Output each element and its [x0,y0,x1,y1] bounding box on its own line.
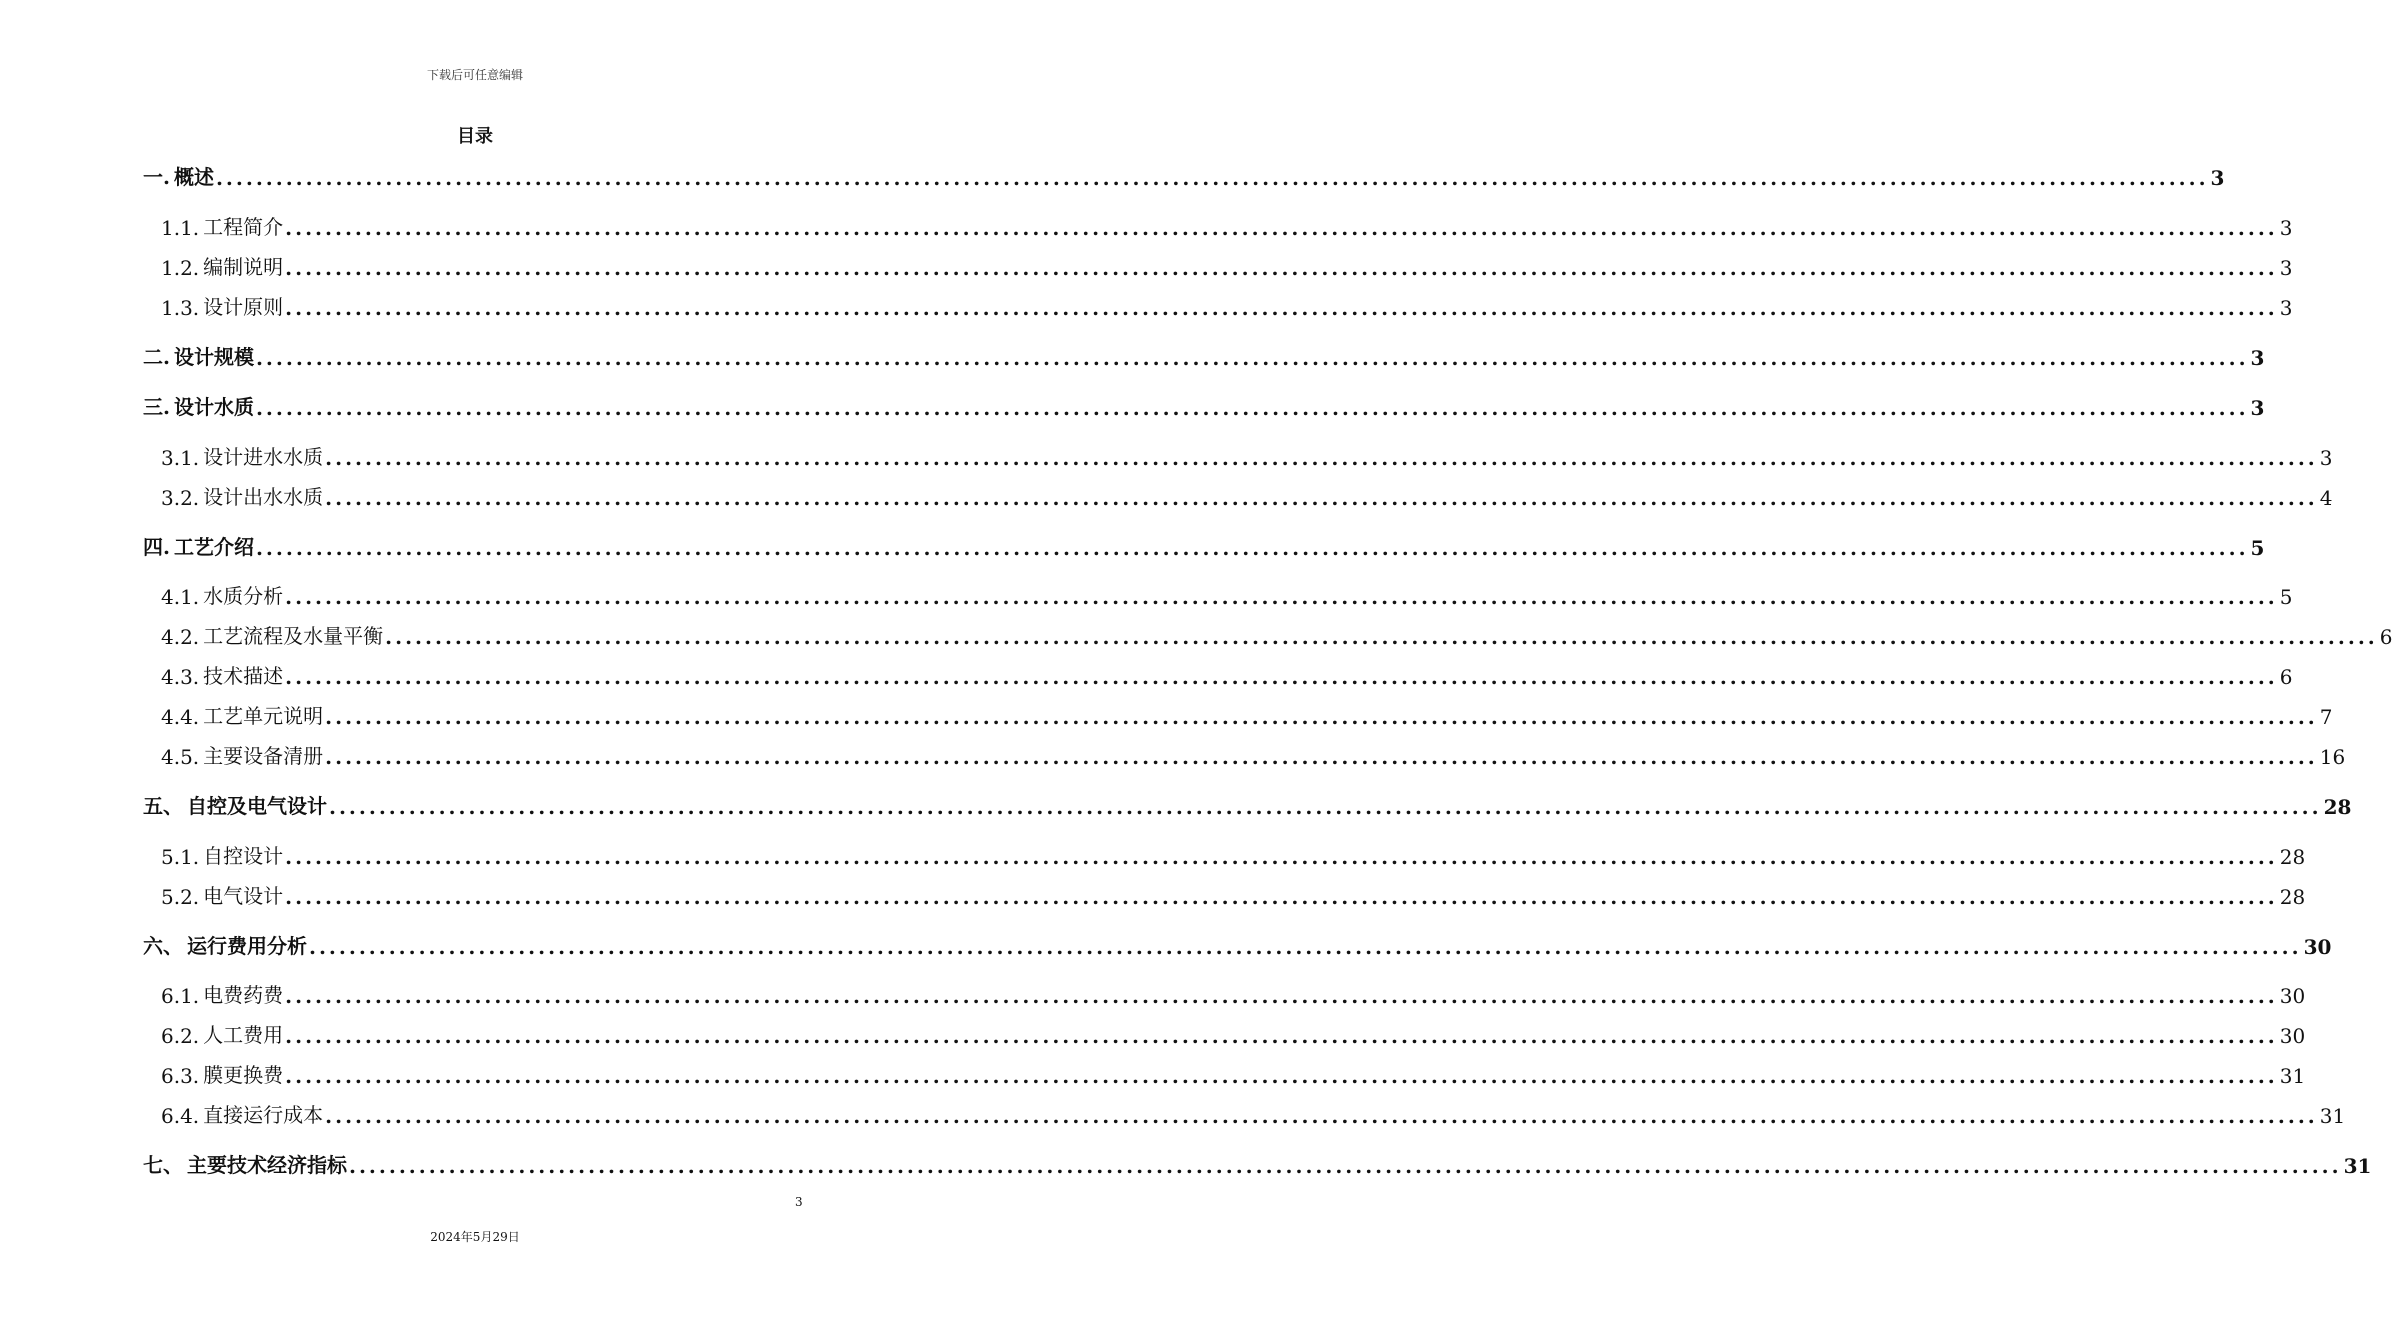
toc-leader-dots: ........................................................................................................................................................................................................ [285,665,2278,689]
toc-entry-label: 设计水质 [173,395,254,419]
toc-leader-dots: ........................................................................................................................................................................................................ [309,935,2302,959]
toc-entry-label: 直接运行成本 [203,1103,324,1127]
toc-entry-number: 1.1. [161,216,200,240]
toc-entry-page: 7 [2319,705,2333,729]
toc-entry-number: 3.2. [161,486,200,510]
toc-leader-dots: ........................................................................................................................................................................................................ [285,296,2278,320]
toc-entry-label: 工艺流程及水量平衡 [203,624,384,648]
toc-entry-number: 一. [143,165,170,189]
toc-entry-page: 31 [2343,1154,2372,1178]
toc-leader-dots: ........................................................................................................................................................................................................ [285,585,2278,609]
toc-entry[interactable] [143,978,2306,1008]
toc-entry[interactable] [143,1018,2306,1048]
toc-leader-dots: ........................................................................................................................................................................................................ [325,745,2318,769]
toc-entry[interactable] [143,210,2293,240]
toc-entry-label: 主要技术经济指标 [187,1153,347,1177]
toc-entry-label: 人工费用 [203,1023,284,1047]
toc-entry-number: 4.3. [161,665,200,689]
toc-leader-dots: ........................................................................................................................................................................................................ [285,216,2278,240]
toc-entry[interactable] [143,1148,2372,1178]
toc-entry-number: 1.2. [161,256,200,280]
toc-entry-number: 三. [143,395,170,419]
toc-entry-number: 6.3. [161,1064,200,1088]
toc-entry-page: 31 [2319,1104,2346,1128]
toc-entry-page: 3 [2250,346,2265,370]
toc-title: 目录 [457,126,493,147]
toc-entry-page: 31 [2279,1064,2306,1088]
toc-entry-label: 电费药费 [203,983,284,1007]
toc-entry-label: 编制说明 [203,255,284,279]
toc-entry-label: 工程简介 [203,215,284,239]
toc-entry-page: 3 [2279,216,2293,240]
toc-entry-page: 6 [2279,665,2293,689]
toc-entry[interactable] [143,390,2265,420]
toc-leader-dots: ........................................................................................................................................................................................................ [285,845,2278,869]
toc-entry-label: 膜更换费 [203,1063,284,1087]
toc-entry[interactable] [143,1098,2346,1128]
toc-entry[interactable] [143,160,2225,190]
toc-leader-dots: ........................................................................................................................................................................................................ [255,536,2249,560]
toc-entry-label: 自控设计 [203,844,284,868]
toc-entry[interactable] [143,1058,2306,1088]
toc-entry-label: 技术描述 [203,664,284,688]
toc-leader-dots: ........................................................................................................................................................................................................ [325,486,2318,510]
toc-entry-page: 3 [2319,446,2333,470]
toc-leader-dots: ........................................................................................................................................................................................................ [255,346,2249,370]
toc-entry-number: 6.4. [161,1104,200,1128]
toc-entry[interactable] [143,879,2306,909]
toc-entry-page: 3 [2279,256,2293,280]
toc-entry-number: 1.3. [161,296,200,320]
toc-entry[interactable] [143,619,2392,649]
toc-entry-number: 3.1. [161,446,200,470]
toc-entry-label: 运行费用分析 [187,934,307,958]
toc-entry-number: 6.2. [161,1024,200,1048]
toc-entry-page: 5 [2279,585,2293,609]
toc-entry-page: 30 [2303,935,2332,959]
toc-entry-page: 28 [2279,885,2306,909]
toc-entry[interactable] [143,659,2293,689]
toc-entry[interactable] [143,250,2293,280]
toc-leader-dots: ........................................................................................................................................................................................................ [285,256,2278,280]
footer-date: 2024年5月29日 [430,1230,520,1244]
toc-entry-page: 3 [2210,166,2225,190]
toc-entry-page: 28 [2279,845,2306,869]
toc-entry[interactable] [143,929,2332,959]
toc-entry[interactable] [143,440,2333,470]
toc-entry-page: 3 [2279,296,2293,320]
toc-entry-label: 电气设计 [203,884,284,908]
toc-entry[interactable] [143,480,2333,510]
toc-entry-label: 自控及电气设计 [187,794,327,818]
toc-entry-number: 4.1. [161,585,200,609]
toc-entry-number: 七、 [143,1153,183,1177]
toc-leader-dots: ........................................................................................................................................................................................................ [255,396,2249,420]
toc-leader-dots: ........................................................................................................................................................................................................ [349,1154,2342,1178]
toc-entry-number: 四. [143,535,170,559]
toc-entry-label: 水质分析 [203,584,284,608]
toc-entry-page: 6 [2379,625,2392,649]
toc-leader-dots: ........................................................................................................................................................................................................ [385,625,2378,649]
toc-entry-label: 设计原则 [203,295,284,319]
toc-leader-dots: ........................................................................................................................................................................................................ [285,1024,2278,1048]
toc-entry-page: 4 [2319,486,2333,510]
toc-leader-dots: ........................................................................................................................................................................................................ [325,1104,2318,1128]
toc-entry-page: 5 [2250,536,2265,560]
toc-leader-dots: ........................................................................................................................................................................................................ [285,984,2278,1008]
toc-entry[interactable] [143,340,2265,370]
toc-entry[interactable] [143,699,2333,729]
toc-entry-number: 六、 [143,934,183,958]
toc-entry[interactable] [143,530,2265,560]
toc-entry[interactable] [143,789,2352,819]
toc-entry-label: 设计进水水质 [203,445,324,469]
toc-entry-label: 设计出水水质 [203,485,324,509]
toc-entry-label: 工艺介绍 [173,535,254,559]
toc-entry-label: 概述 [173,165,214,189]
header-note: 下载后可任意编辑 [426,68,523,82]
toc-entry[interactable] [143,290,2293,320]
toc-entry-number: 4.2. [161,625,200,649]
toc-entry-number: 5.1. [161,845,200,869]
toc-entry-number: 4.4. [161,705,200,729]
toc-entry-number: 6.1. [161,984,200,1008]
toc-entry-number: 5.2. [161,885,200,909]
toc-entry-label: 设计规模 [173,345,254,369]
toc-entry-page: 3 [2250,396,2265,420]
toc-leader-dots: ........................................................................................................................................................................................................ [285,1064,2278,1088]
toc-entry-page: 30 [2279,984,2306,1008]
toc-entry-page: 30 [2279,1024,2306,1048]
toc-entry-label: 工艺单元说明 [203,704,324,728]
toc-leader-dots: ........................................................................................................................................................................................................ [325,705,2318,729]
toc-leader-dots: ........................................................................................................................................................................................................ [329,795,2322,819]
toc-entry[interactable] [143,839,2306,869]
page-number: 3 [795,1195,803,1209]
toc-entry-number: 二. [143,345,170,369]
toc-leader-dots: ........................................................................................................................................................................................................ [325,446,2318,470]
toc-entry-number: 五、 [143,794,183,818]
toc-entry-number: 4.5. [161,745,200,769]
toc-entry[interactable] [143,579,2293,609]
toc-entry-label: 主要设备清册 [203,744,324,768]
toc-entry-page: 28 [2323,795,2352,819]
toc-leader-dots: ........................................................................................................................................................................................................ [285,885,2278,909]
toc-entry[interactable] [143,739,2346,769]
toc-entry-page: 16 [2319,745,2346,769]
toc-leader-dots: ........................................................................................................................................................................................................ [215,166,2209,190]
